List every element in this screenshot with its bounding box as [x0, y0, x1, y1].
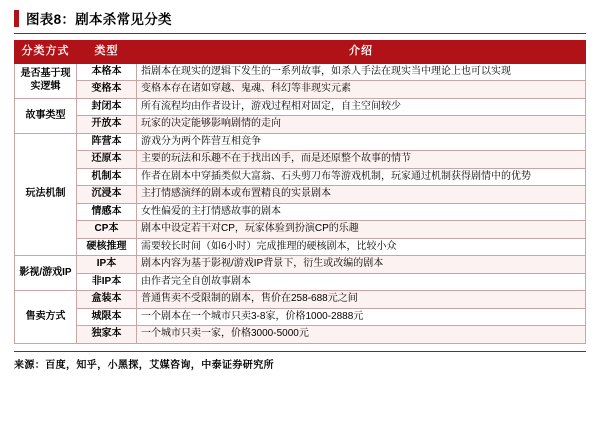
figure-title-row: [14, 8, 586, 33]
cell-description: 变格本存在诸如穿越、鬼魂、科幻等非现实元素: [137, 81, 586, 99]
table-row: [15, 63, 586, 81]
cell-type: 硬核推理: [77, 238, 137, 256]
table-row: [15, 273, 586, 291]
cell-type: 情感本: [77, 203, 137, 221]
column-header-type: 类型: [77, 41, 137, 64]
cell-type: 沉浸本: [77, 186, 137, 204]
cell-description: 主打情感演绎的剧本或布置精良的实景剧本: [137, 186, 586, 204]
table-row: [15, 238, 586, 256]
cell-type: 独家本: [77, 326, 137, 344]
title-accent-bar: [14, 10, 19, 27]
table-row: [15, 186, 586, 204]
table-row: [15, 326, 586, 344]
cell-type: 机制本: [77, 168, 137, 186]
cell-type: 本格本: [77, 63, 137, 81]
cell-description: 剧本中设定若干对CP，玩家体验到扮演CP的乐趣: [137, 221, 586, 239]
table-row: [15, 133, 586, 151]
table-row: [15, 291, 586, 309]
table-row: [15, 168, 586, 186]
cell-category: 玩法机制: [15, 133, 77, 256]
table-row: [15, 308, 586, 326]
title-divider: [14, 33, 586, 34]
cell-description: 一个城市只卖一家，价格3000-5000元: [137, 326, 586, 344]
table-body: [15, 63, 586, 343]
cell-category: 售卖方式: [15, 291, 77, 344]
cell-description: 玩家的决定能够影响剧情的走向: [137, 116, 586, 134]
cell-type: 非IP本: [77, 273, 137, 291]
source-note: 来源：百度，知乎，小黑探，艾媒咨询，中泰证券研究所: [14, 359, 274, 371]
table-row: [15, 81, 586, 99]
cell-description: 普通售卖不受限制的剧本，售价在258-688元之间: [137, 291, 586, 309]
cell-type: IP本: [77, 256, 137, 274]
cell-type: 盒装本: [77, 291, 137, 309]
table-header: [15, 41, 586, 64]
cell-type: 阵营本: [77, 133, 137, 151]
table-row: [15, 221, 586, 239]
cell-category: 是否基于现实逻辑: [15, 63, 77, 98]
cell-description: 作者在剧本中穿插类似大富翁、石头剪刀布等游戏机制，玩家通过机制获得剧情中的优势: [137, 168, 586, 186]
cell-description: 一个剧本在一个城市只卖3-8家，价格1000-2888元: [137, 308, 586, 326]
classification-table: [14, 40, 586, 344]
cell-type: 变格本: [77, 81, 137, 99]
table-row: [15, 116, 586, 134]
cell-type: 开放本: [77, 116, 137, 134]
table-row: [15, 151, 586, 169]
cell-category: 影视/游戏IP: [15, 256, 77, 291]
column-header-description: 介绍: [137, 41, 586, 64]
cell-description: 主要的玩法和乐趣不在于找出凶手，而是还原整个故事的情节: [137, 151, 586, 169]
table-header-row: [15, 41, 586, 64]
cell-description: 游戏分为两个阵营互相竞争: [137, 133, 586, 151]
cell-type: 封闭本: [77, 98, 137, 116]
table-row: [15, 256, 586, 274]
table-row: [15, 203, 586, 221]
cell-description: 由作者完全自创故事剧本: [137, 273, 586, 291]
cell-description: 女性偏爱的主打情感故事的剧本: [137, 203, 586, 221]
cell-description: 需要较长时间（如6小时）完成推理的硬核剧本，比较小众: [137, 238, 586, 256]
cell-description: 剧本内容为基于影视/游戏IP背景下，衍生或改编的剧本: [137, 256, 586, 274]
cell-type: 还原本: [77, 151, 137, 169]
cell-category: 故事类型: [15, 98, 77, 133]
cell-type: 城限本: [77, 308, 137, 326]
cell-type: CP本: [77, 221, 137, 239]
column-header-category: 分类方式: [15, 41, 77, 64]
cell-description: 指剧本在现实的逻辑下发生的一系列故事，如杀人手法在现实当中理论上也可以实现: [137, 63, 586, 81]
table-row: [15, 98, 586, 116]
cell-description: 所有流程均由作者设计，游戏过程相对固定，自主空间较少: [137, 98, 586, 116]
page-title: 图表8：剧本杀常见分类: [26, 12, 172, 27]
